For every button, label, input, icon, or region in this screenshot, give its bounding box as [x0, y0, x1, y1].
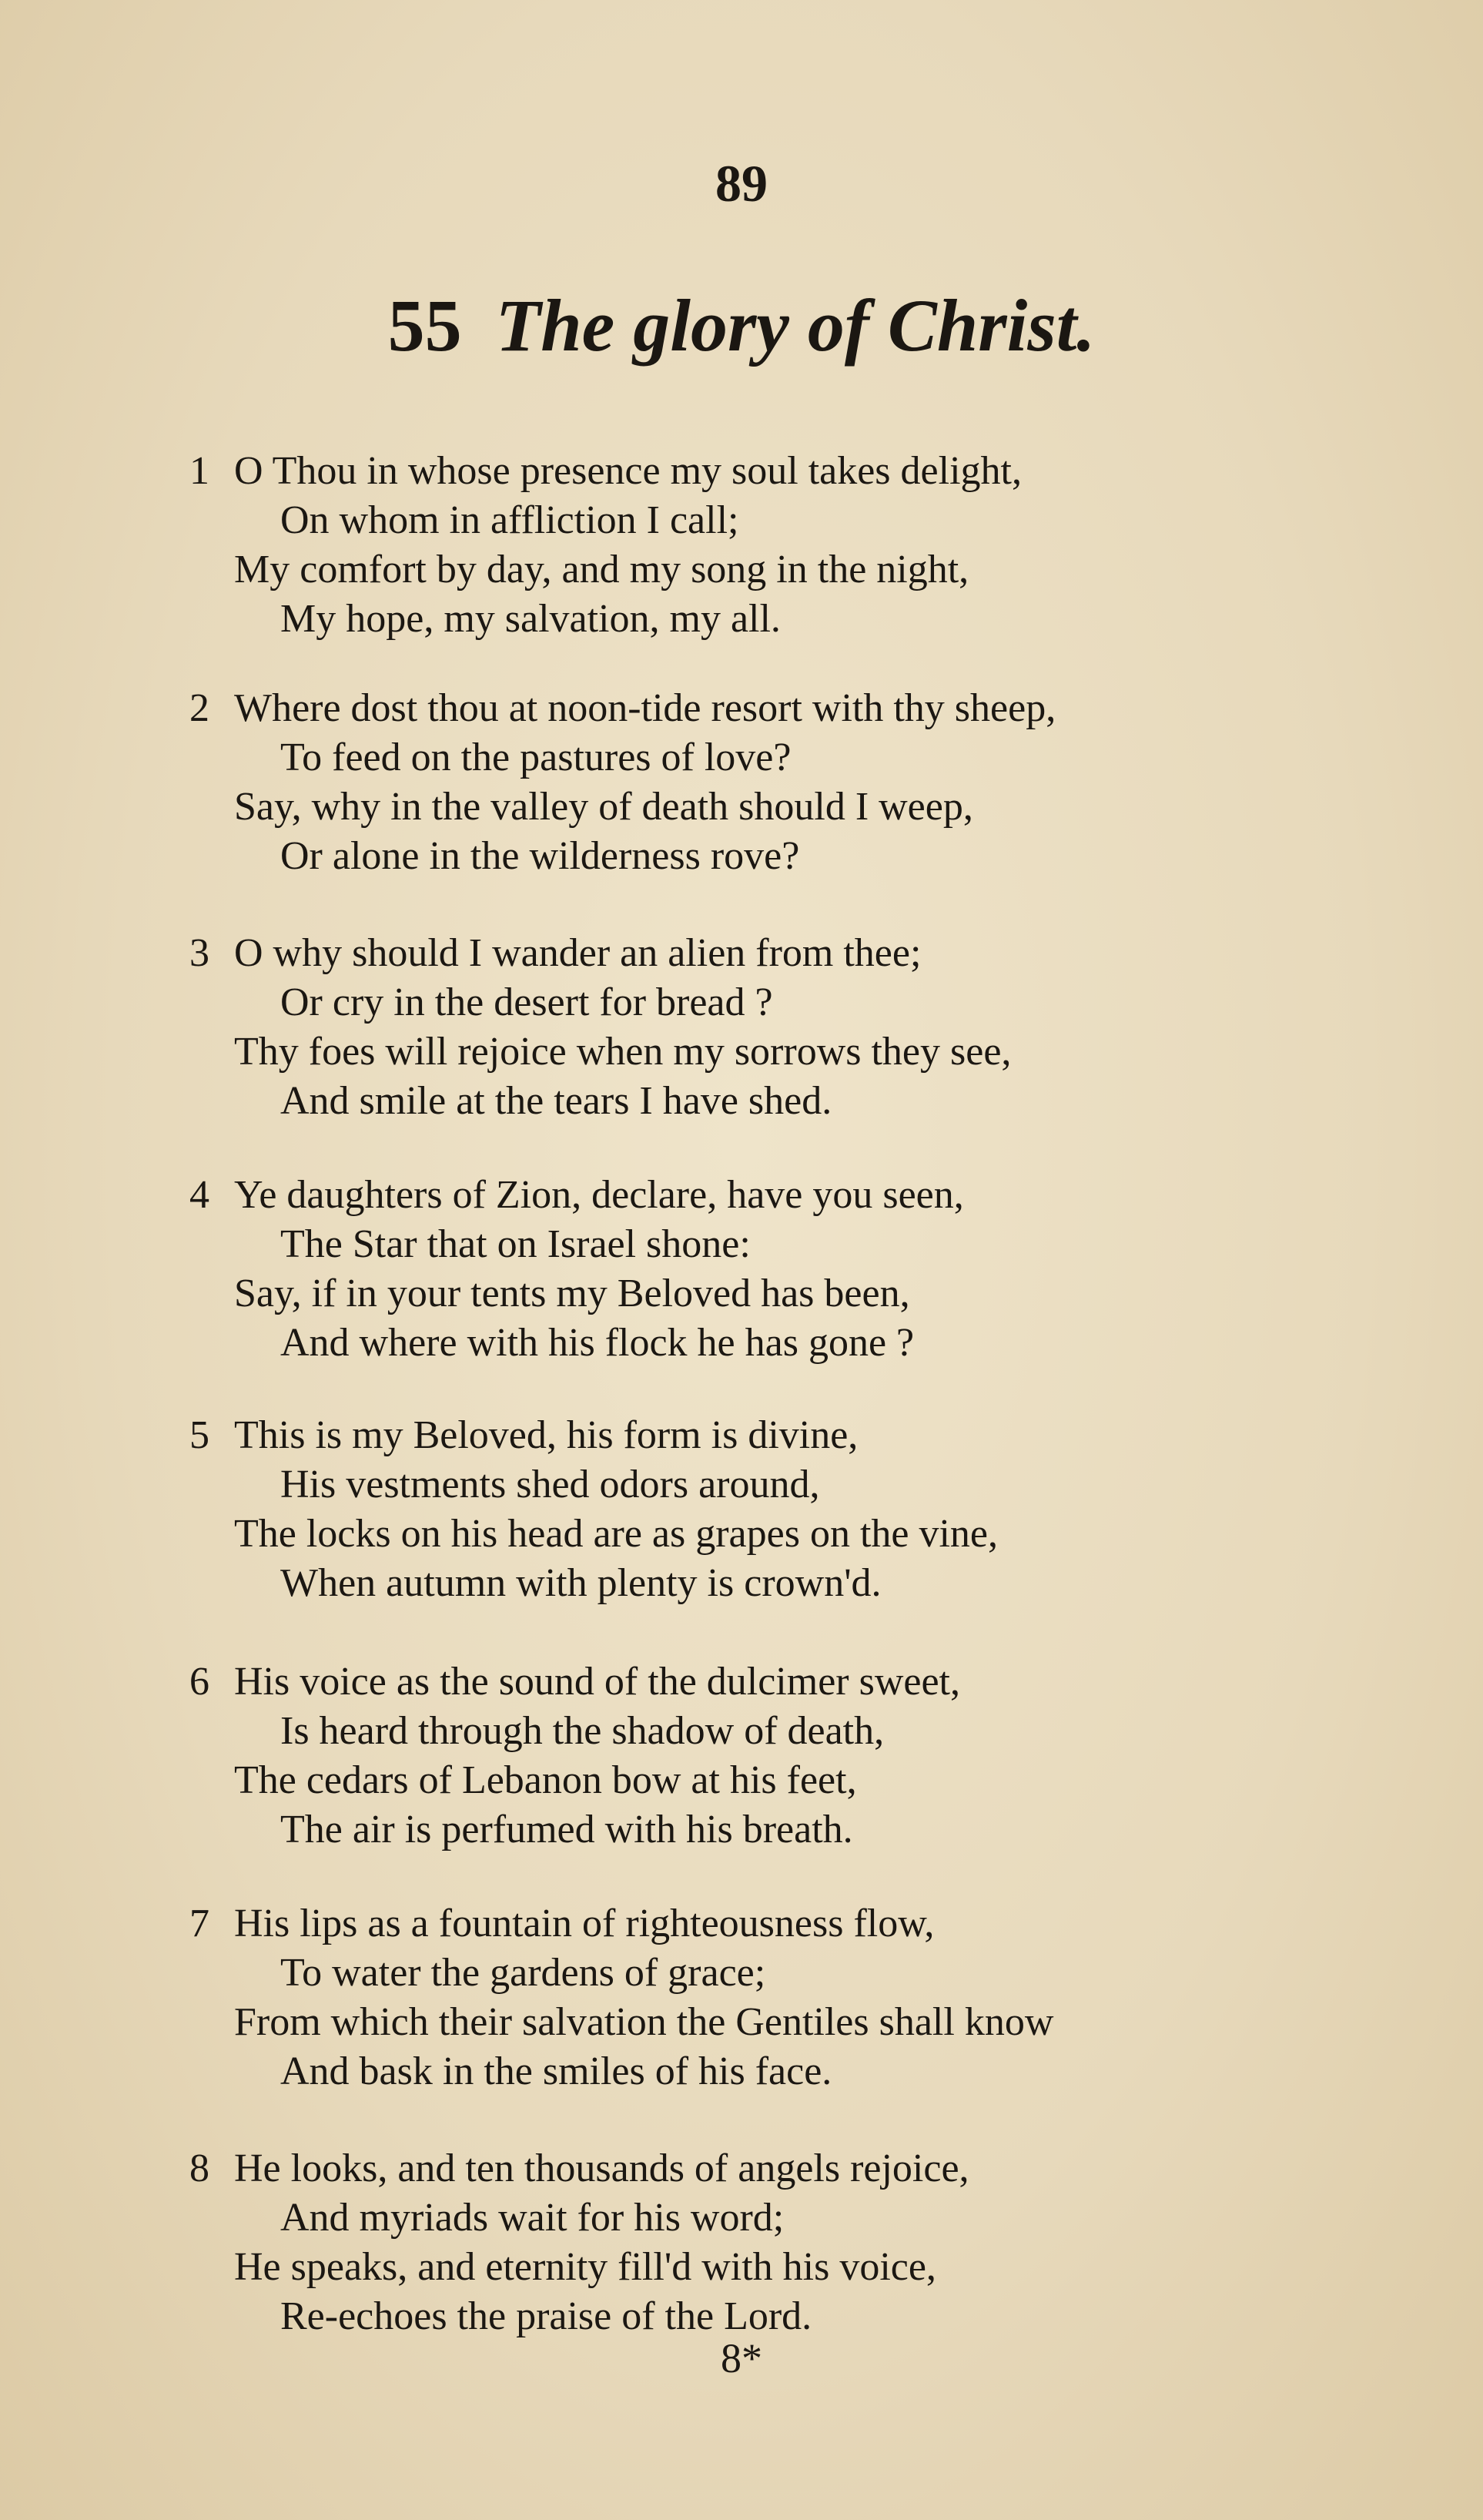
stanza-6 — [189, 1657, 1314, 1855]
stanza-line: Say, if in your tents my Beloved has been, — [234, 1272, 910, 1315]
verse-number: 6 — [189, 1660, 209, 1704]
stanza-line: 7 His lips as a fountain of righteousness flow, — [189, 1899, 1314, 1949]
stanza-line: The cedars of Lebanon bow at his feet, — [234, 1758, 857, 1802]
stanza-line: When autumn with plenty is crown'd. — [280, 1561, 882, 1605]
hymn-number: 55 — [387, 284, 462, 367]
stanza-line: And smile at the tears I have shed. — [280, 1079, 832, 1123]
page-number: 89 — [715, 154, 768, 213]
stanza-line: And where with his flock he has gone ? — [280, 1321, 915, 1365]
stanza-line: Say, why in the valley of death should I weep, — [234, 785, 973, 829]
verse-number: 2 — [189, 686, 209, 730]
stanza-line: 3 O why should I wander an alien from thee; — [189, 929, 1314, 978]
stanza-line: On whom in affliction I call; — [280, 498, 739, 542]
stanza-4 — [189, 1171, 1314, 1368]
stanza-line: Or alone in the wilderness rove? — [280, 834, 800, 878]
stanza-line: 6 His voice as the sound of the dulcimer sweet, — [189, 1657, 1314, 1707]
stanza-line: The Star that on Israel shone: — [280, 1222, 751, 1266]
hymn-title-text: The glory of Christ. — [495, 284, 1096, 367]
stanza-2 — [189, 684, 1314, 881]
stanza-line: And bask in the smiles of his face. — [280, 2049, 832, 2093]
stanza-line: To feed on the pastures of love? — [280, 736, 792, 779]
stanza-line: Thy foes will rejoice when my sorrows they see, — [234, 1030, 1012, 1074]
stanza-line: His vestments shed odors around, — [280, 1463, 820, 1506]
stanza-line: Or cry in the desert for bread ? — [280, 980, 773, 1024]
verse-number: 3 — [189, 931, 209, 975]
stanza-line: The air is perfumed with his breath. — [280, 1808, 853, 1851]
stanza-5 — [189, 1411, 1314, 1608]
stanza-line: From which their salvation the Gentiles shall know — [234, 2000, 1054, 2044]
stanza-line: Re-echoes the praise of the Lord. — [280, 2294, 812, 2338]
verse-number: 7 — [189, 1902, 209, 1945]
stanza-line: My comfort by day, and my song in the night, — [234, 548, 969, 591]
verse-number: 4 — [189, 1173, 209, 1217]
stanza-line: 1 O Thou in whose presence my soul takes delight, — [189, 447, 1314, 496]
stanza-line: My hope, my salvation, my all. — [280, 597, 781, 641]
signature-mark: 8* — [721, 2335, 762, 2381]
stanza-line: And myriads wait for his word; — [280, 2196, 785, 2240]
stanza-line: 5 This is my Beloved, his form is divine, — [189, 1411, 1314, 1460]
stanza-line: Is heard through the shadow of death, — [280, 1709, 885, 1753]
stanza-line: 8 He looks, and ten thousands of angels rejoice, — [189, 2144, 1314, 2193]
verse-number: 1 — [189, 449, 209, 493]
stanza-line: 4 Ye daughters of Zion, declare, have you seen, — [189, 1171, 1314, 1220]
stanza-3 — [189, 929, 1314, 1126]
verse-number: 5 — [189, 1413, 209, 1457]
stanza-1 — [189, 447, 1314, 644]
stanza-8 — [189, 2144, 1314, 2341]
verse-number: 8 — [189, 2146, 209, 2190]
stanza-line: To water the gardens of grace; — [280, 1951, 766, 1995]
stanza-line: The locks on his head are as grapes on the vine, — [234, 1512, 999, 1556]
hymn-title — [0, 283, 1483, 368]
stanza-line: He speaks, and eternity fill'd with his voice, — [234, 2245, 936, 2289]
stanza-line: 2 Where dost thou at noon-tide resort with thy sheep, — [189, 684, 1314, 733]
stanza-7 — [189, 1899, 1314, 2096]
